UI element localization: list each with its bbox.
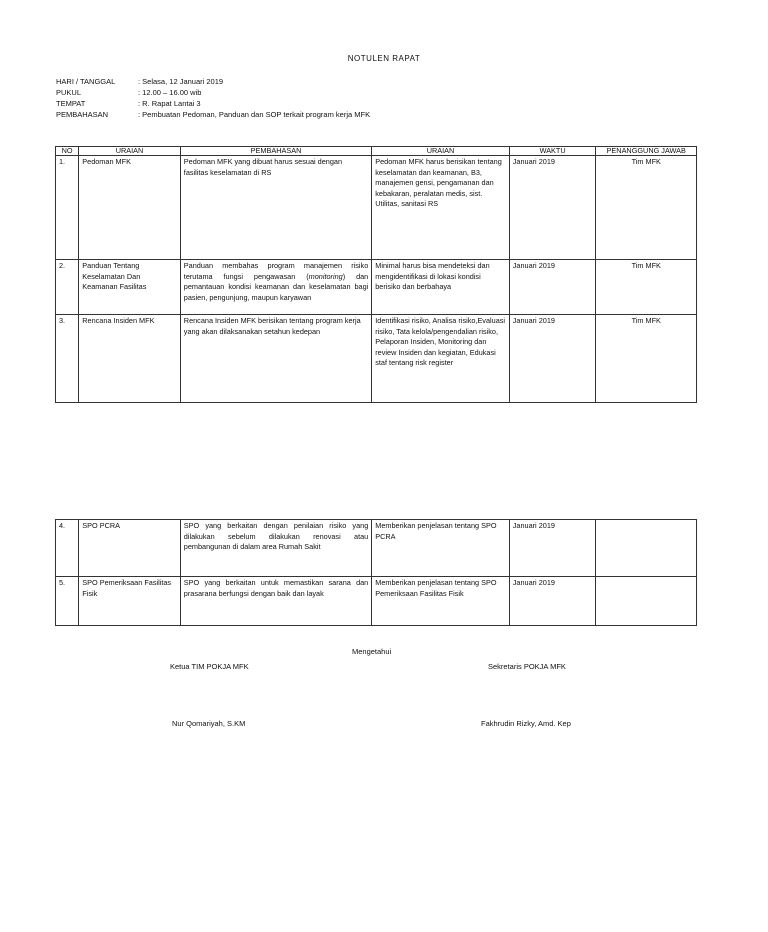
cell-uraian-2: Minimal harus bisa mendeteksi dan mengidentifikasi di lokasi kondisi berisiko dan berbahaya [372,260,510,315]
cell-waktu: Januari 2019 [509,156,596,260]
header-uraian: URAIAN [79,147,181,156]
meta-row-topic [56,109,370,120]
table-row [56,156,697,260]
cell-uraian: SPO Pemeriksaan Fasilitas Fisik [79,577,181,626]
header-no: NO [56,147,79,156]
meta-row-day [56,76,370,87]
cell-no: 4. [56,520,79,577]
cell-waktu: Januari 2019 [509,577,596,626]
header-uraian-2: URAIAN [372,147,510,156]
meta-row-place [56,98,370,109]
document-title: NOTULEN RAPAT [347,54,421,63]
meta-label: TEMPAT [56,99,86,108]
table-row [56,520,697,577]
cell-uraian-2: Memberikan penjelasan tentang SPO Pemeriksaan Fasilitas Fisik [372,577,510,626]
meta-row-time [56,87,370,98]
meeting-info [56,76,370,120]
cell-pembahasan: Rencana Insiden MFK berisikan tentang program kerja yang akan dilaksanakan setahun kedepan [180,315,371,403]
minutes-table [55,146,697,403]
left-signatory-role: Ketua TIM POKJA MFK [170,662,249,671]
cell-waktu: Januari 2019 [509,315,596,403]
left-signatory-name: Nur Qomariyah, S.KM [172,719,246,728]
meta-label: PUKUL [56,88,82,97]
cell-pembahasan: Pedoman MFK yang dibuat harus sesuai dengan fasilitas keselamatan di RS [180,156,371,260]
cell-pembahasan: SPO yang berkaitan untuk memastikan sarana dan prasarana berfungsi dengan baik dan layak [180,577,371,626]
cell-uraian: Panduan Tentang Keselamatan Dan Keamanan Fasilitas [79,260,181,315]
minutes-table-continued [55,519,697,626]
table-row [56,577,697,626]
cell-uraian-2: Identifikasi risiko, Analisa risiko,Evaluasi risiko, Tata kelola/pengendalian risiko, Pelaporan Insiden, Monitoring dan review Insiden dan kegiatan, Edukasi staf tentang risk register [372,315,510,403]
cell-pembahasan: SPO yang berkaitan dengan penilaian risiko yang dilakukan sebelum dilakukan renovasi atau pembangunan di dalam area Rumah Sakit [180,520,371,577]
header-pembahasan: PEMBAHASAN [180,147,371,156]
cell-no: 3. [56,315,79,403]
cell-pj: Tim MFK [596,260,697,315]
cell-no: 1. [56,156,79,260]
meta-label: PEMBAHASAN [56,110,109,119]
cell-pj: Tim MFK [596,315,697,403]
meta-label: HARI / TANGGAL [56,77,116,86]
cell-uraian: Rencana Insiden MFK [79,315,181,403]
cell-uraian: Pedoman MFK [79,156,181,260]
cell-no: 2. [56,260,79,315]
right-signatory-name: Fakhrudin Rizky, Amd. Kep [481,719,571,728]
meta-value: : Selasa, 12 Januari 2019 [138,77,224,86]
cell-uraian: SPO PCRA [79,520,181,577]
cell-pj [596,520,697,577]
cell-waktu: Januari 2019 [509,520,596,577]
cell-no: 5. [56,577,79,626]
meta-value: : Pembuatan Pedoman, Panduan dan SOP terkait program kerja MFK [138,110,371,119]
mengetahui-label: Mengetahui [352,647,392,656]
table-header-row [56,147,697,156]
cell-pj: Tim MFK [596,156,697,260]
table-row [56,315,697,403]
meta-value: : 12.00 – 16.00 wib [138,88,202,97]
cell-pj [596,577,697,626]
cell-uraian-2: Pedoman MFK harus berisikan tentang keselamatan dan keamanan, B3, manajemen gensi, pengamanan dan kebakaran, peralatan medis, sist. Utilitas, sanitasi RS [372,156,510,260]
header-waktu: WAKTU [509,147,596,156]
meta-value: : R. Rapat Lantai 3 [138,99,201,108]
cell-uraian-2: Memberikan penjelasan tentang SPO PCRA [372,520,510,577]
cell-waktu: Januari 2019 [509,260,596,315]
cell-pembahasan: Panduan membahas program manajemen risiko terutama fungsi pengawasan (monitoring) dan pemantauan kondisi keamanan dan keselamatan bagi pasien, pengunjung, maupun karyawan [180,260,371,315]
table-row [56,260,697,315]
header-penanggung-jawab: PENANGGUNG JAWAB [596,147,697,156]
right-signatory-role: Sekretaris POKJA MFK [488,662,566,671]
